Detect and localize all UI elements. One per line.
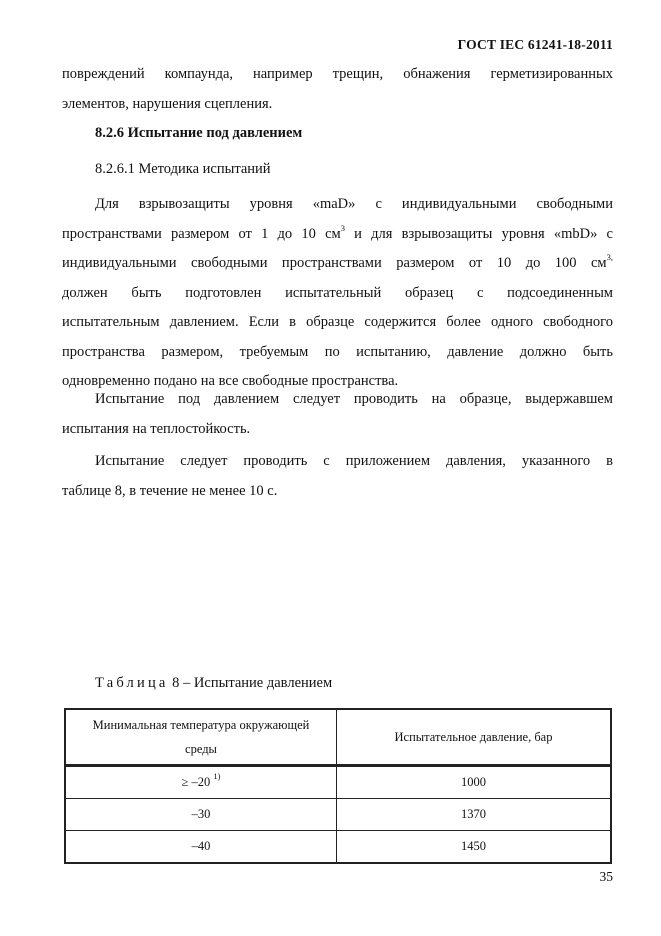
cell-pressure: 1370 bbox=[337, 799, 612, 831]
paragraph-test-duration bbox=[62, 447, 613, 506]
paragraph-test-method bbox=[62, 190, 613, 397]
text-line: Испытание под давлением следует проводить на образце, выдержавшем bbox=[95, 391, 613, 407]
cell-temperature: –30 bbox=[65, 799, 337, 831]
text-line: испытательным давлением. Если в образце содержится более одного свободного bbox=[62, 314, 613, 330]
text-line: таблице 8, в течение не менее 10 с. bbox=[62, 482, 278, 499]
document-standard-header: ГОСТ IEC 61241-18-2011 bbox=[457, 37, 613, 52]
section-heading: 8.2.6 Испытание под давлением bbox=[95, 125, 303, 141]
cell-temperature: –40 bbox=[65, 831, 337, 864]
table-row bbox=[65, 799, 611, 831]
pressure-test-table bbox=[64, 708, 612, 864]
cell-temperature: ≥ –20 $^{1)}$ bbox=[65, 766, 337, 799]
table-row bbox=[65, 766, 611, 799]
text-line: пространства размером, требуемым по испытанию, давление должно быть bbox=[62, 343, 613, 360]
table-caption bbox=[95, 675, 332, 692]
page-number: 35 bbox=[599, 869, 613, 884]
text-line: должен быть подготовлен испытательный образец с подсоединенным bbox=[62, 284, 613, 301]
cell-pressure: 1000 bbox=[337, 766, 612, 799]
footnote-marker: 1) bbox=[213, 771, 221, 781]
text-line: одновременно подано на все свободные пространства. bbox=[62, 373, 399, 389]
text-line: повреждений компаунда, например трещин, обнажения герметизированных bbox=[62, 66, 613, 82]
paragraph-test-sample bbox=[62, 385, 613, 444]
column-header-temperature: Минимальная температура окружающей среды bbox=[65, 709, 337, 766]
table-caption-word: Таблица bbox=[95, 675, 169, 691]
cell-pressure: 1450 bbox=[337, 831, 612, 864]
table-header-row bbox=[65, 709, 611, 766]
text-line: индивидуальными свободными пространствами размером от 10 до 100 $см^{3,}$ bbox=[62, 252, 613, 271]
text-line: элементов, нарушения сцепления. bbox=[62, 95, 273, 112]
table-row bbox=[65, 831, 611, 864]
table-caption-title: 8 – Испытание давлением bbox=[168, 675, 333, 691]
text-line: пространствами размером от 1 до 10 $см^3$ и для взрывозащиты уровня «mbD» с bbox=[62, 222, 613, 242]
column-header-pressure: Испытательное давление, бар bbox=[337, 709, 612, 766]
text-line: Испытание следует проводить с приложением давления, указанного в bbox=[95, 453, 613, 469]
text-line: испытания на теплостойкость. bbox=[62, 420, 251, 437]
paragraph-damage-criteria bbox=[62, 60, 613, 119]
text-line: Для взрывозащиты уровня «maD» с индивидуальными свободными bbox=[95, 196, 613, 212]
subsection-heading: 8.2.6.1 Методика испытаний bbox=[95, 161, 271, 177]
